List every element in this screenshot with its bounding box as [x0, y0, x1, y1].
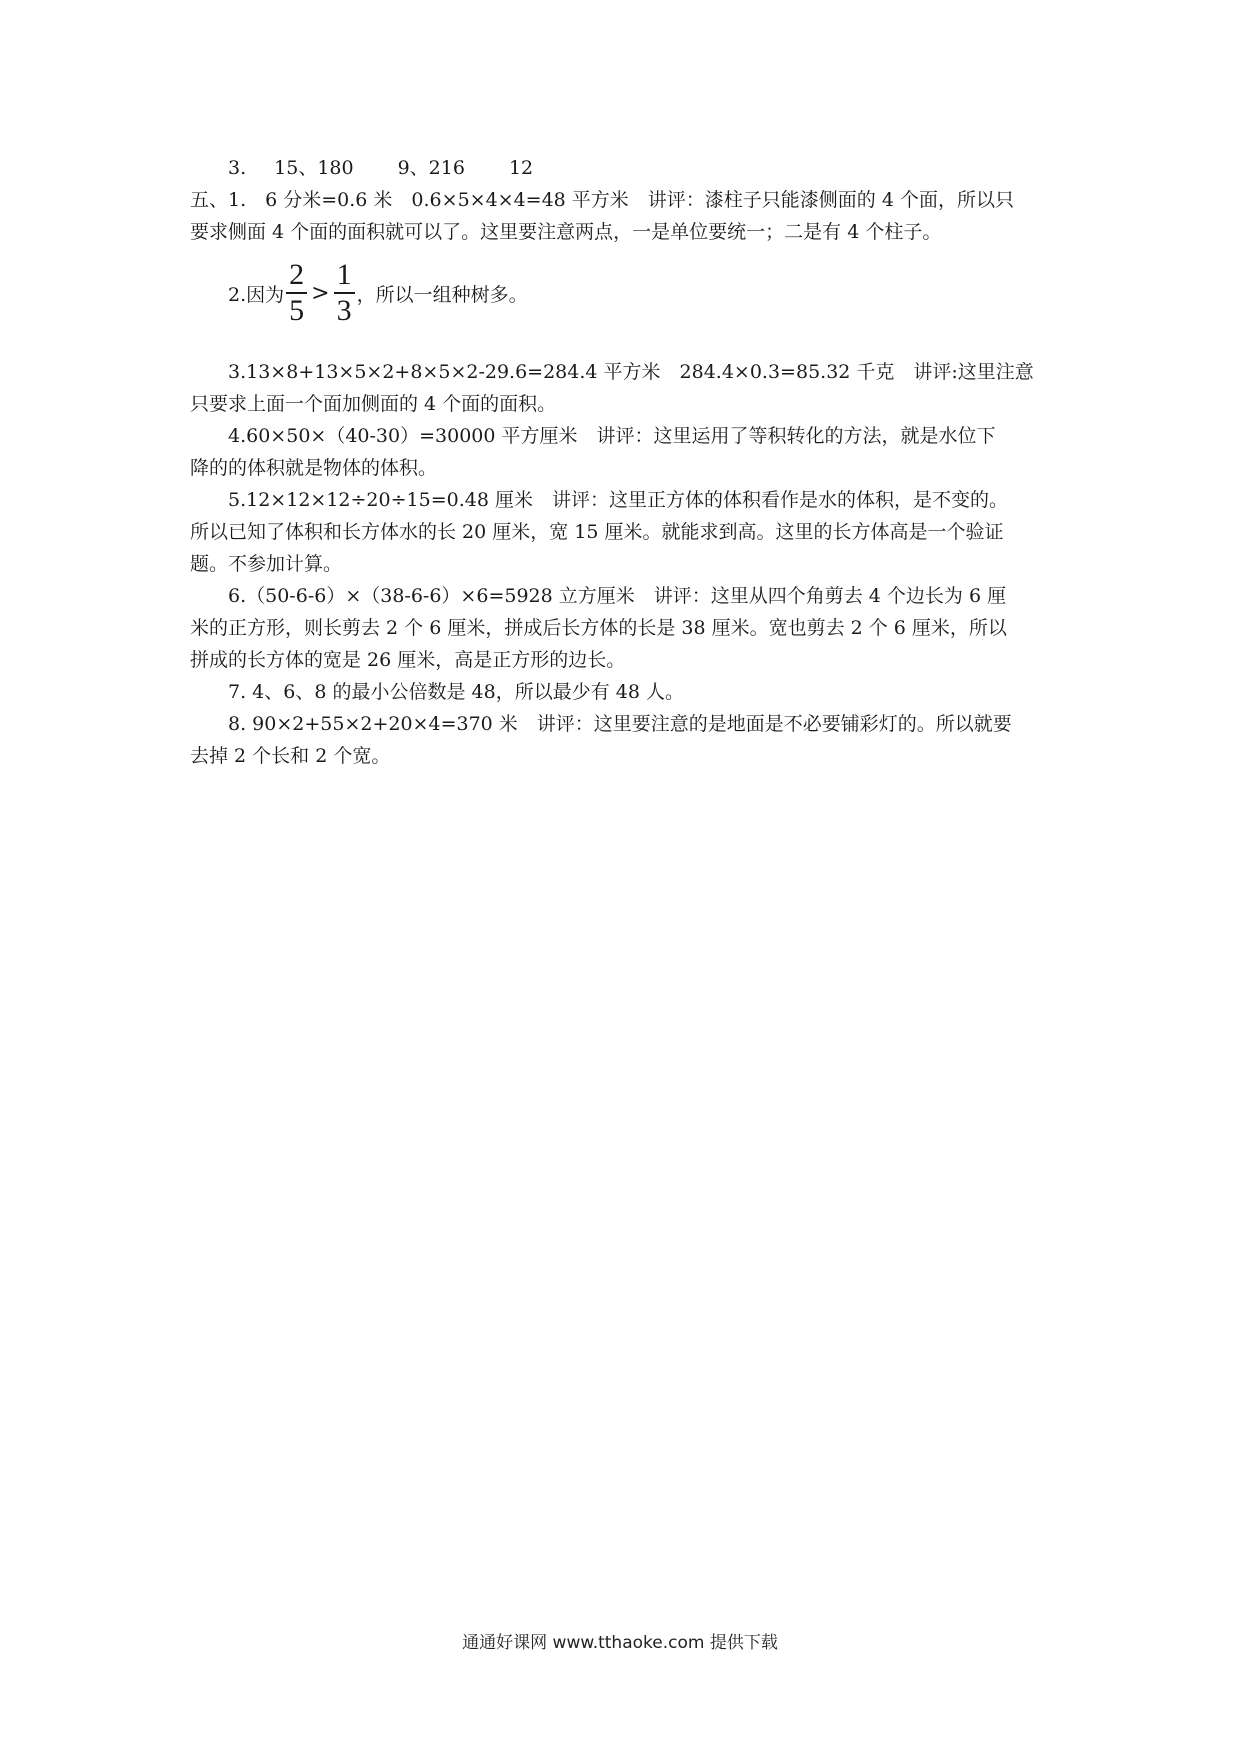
page-footer: 通通好课网 www.tthaoke.com 提供下载: [462, 1633, 778, 1653]
answer-line: 8. 90×2+55×2+20×4=370 米 讲评：这里要注意的是地面是不必要铺彩灯的。所以就要: [228, 713, 1012, 735]
answer-line: 7. 4、6、8 的最小公倍数是 48，所以最少有 48 人。: [228, 681, 684, 703]
answer-line: 5.12×12×12÷20÷15=0.48 厘米 讲评：这里正方体的体积看作是水的体积，是不变的。: [228, 489, 1008, 511]
answer-line: 米的正方形，则长剪去 2 个 6 厘米，拼成后长方体的长是 38 厘米。宽也剪去 2 个 6 厘米，所以: [190, 617, 1007, 639]
fraction-one-third: $\frac{1}{3}$: [334, 258, 355, 328]
answer-line: 只要求上面一个面加侧面的 4 个面的面积。: [190, 393, 557, 415]
answer-line: 题。不参加计算。: [190, 553, 343, 575]
answer-line: 降的的体积就是物体的体积。: [190, 457, 438, 479]
fraction-two-fifths: $\frac{2}{5}$: [286, 258, 307, 328]
answer-line: 所以已知了体积和长方体水的长 20 厘米，宽 15 厘米。就能求到高。这里的长方体高是一个验证: [190, 521, 1004, 543]
answer-line: 五、1. 6 分米=0.6 米 0.6×5×4×4=48 平方米 讲评：漆柱子只能漆侧面的 4 个面，所以只: [190, 189, 1014, 211]
fraction-answer-line: 2.因为 $\frac{2}{5}$ > $\frac{1}{3}$ ，所以一组种树多。: [228, 258, 528, 327]
answer-line: 去掉 2 个长和 2 个宽。: [190, 745, 391, 767]
answer-line: 6.（50-6-6）×（38-6-6）×6=5928 立方厘米 讲评：这里从四个角剪去 4 个边长为 6 厘: [228, 585, 1007, 607]
answer-line: 要求侧面 4 个面的面积就可以了。这里要注意两点，一是单位要统一；二是有 4 个柱子。: [190, 221, 942, 243]
answer-line: 4.60×50×（40-30）=30000 平方厘米 讲评：这里运用了等积转化的方法，就是水位下: [228, 425, 996, 447]
answer-line-3: 3. 15、180 9、216 12: [228, 157, 534, 179]
answer-content: [190, 152, 1056, 772]
answer-line: 3.13×8+13×5×2+8×5×2-29.6=284.4 平方米 284.4×0.3=85.32 千克 讲评:这里注意: [228, 361, 1034, 383]
greater-than-sign: >: [311, 280, 330, 306]
answer-line: 拼成的长方体的宽是 26 厘米，高是正方形的边长。: [190, 649, 626, 671]
